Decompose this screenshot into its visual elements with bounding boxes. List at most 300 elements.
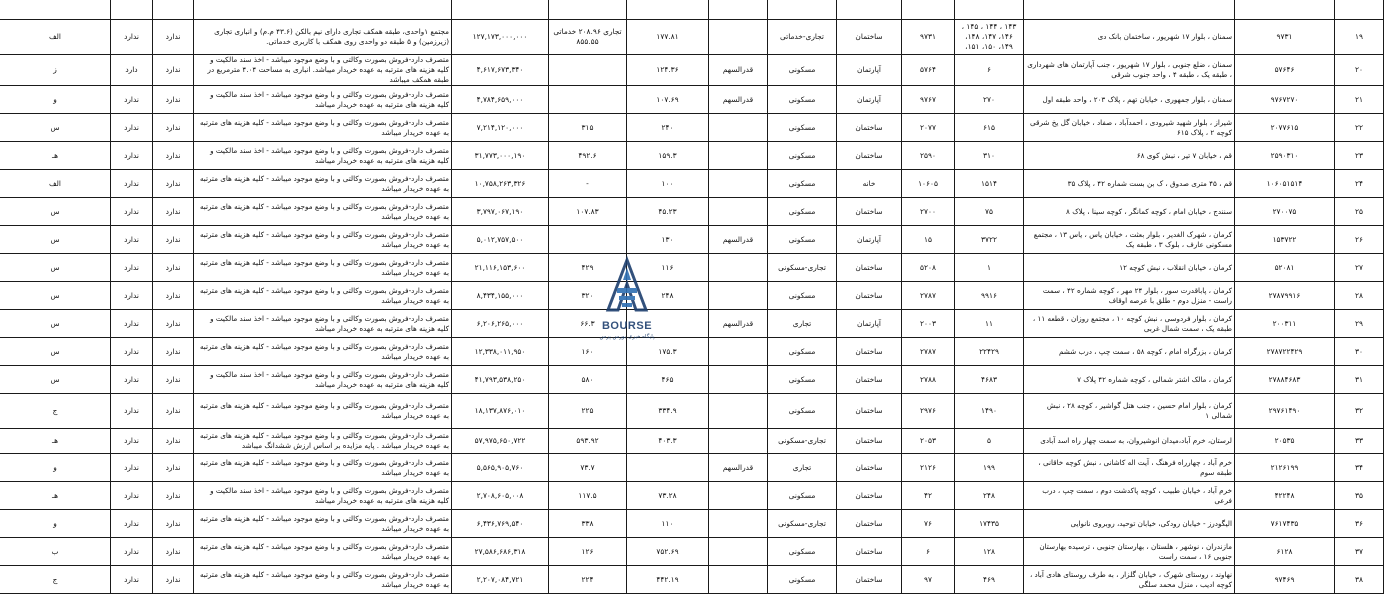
cell-area-b: ۱۲۶ <box>549 538 627 566</box>
cell-status-b: ندارد <box>111 310 153 338</box>
cell-description: متصرف دارد-فروش بصورت وکالتی و با وضع موجود میباشد - کلیه هزینه های مترتبه به عهده خریدار میباشد <box>194 170 452 198</box>
cell-plate: ۱۲۸ <box>955 538 1024 566</box>
cell-area-a: ۱۱۰ <box>627 510 709 538</box>
cell-area-land: ۶ <box>902 538 955 566</box>
cell-grade: س <box>0 114 111 142</box>
cell-area-land: ۱۰۶۰۵ <box>902 170 955 198</box>
watermark-subtitle: پایگاه خبری بورس پرس <box>599 334 655 340</box>
cell-area-land: ۹۷۳۱ <box>902 20 955 55</box>
cell-area-b <box>549 86 627 114</box>
cell-grade: هـ <box>0 482 111 510</box>
cell-address: کرمان ، شهرک الغدیر ، بلوار بعثت ، خیابان یاس ، یاس ۱۳ ، مجتمع مسکونی عارف ، بلوک ۳ ، طبقه یک <box>1024 226 1235 254</box>
cell-area-a: ۲۴۰ <box>627 114 709 142</box>
cell-area-a: ۱۱۶ <box>627 254 709 282</box>
table-row <box>0 282 1384 310</box>
cell-description: متصرف دارد-فروش بصورت وکالتی و با وضع موجود میباشد - کلیه هزینه های مترتبه به عهده خریدار میباشد <box>194 338 452 366</box>
cell-use: مسکونی <box>768 226 837 254</box>
cell-type: ساختمان <box>837 510 902 538</box>
cell-code: ۲۰۷۷۶۱۵ <box>1235 114 1335 142</box>
cell-status-b: ندارد <box>111 198 153 226</box>
cell-category <box>709 429 768 454</box>
table-row <box>0 482 1384 510</box>
cell-price: ۲,۲۰۷,۰۸۴,۷۲۱ <box>452 566 549 594</box>
cell-price: ۶,۴۳۶,۷۶۹,۵۴۰ <box>452 510 549 538</box>
cell-price: ۴۱,۷۹۳,۵۳۸,۲۵۰ <box>452 366 549 394</box>
cell-code <box>1235 0 1335 20</box>
cell-rownum: ۲۴ <box>1335 170 1384 198</box>
table-row <box>0 114 1384 142</box>
cell-price: ۳,۷۹۷,۰۶۷,۱۹۰ <box>452 198 549 226</box>
cell-area-land <box>902 0 955 20</box>
cell-area-b: ۲۲۵ <box>549 394 627 429</box>
cell-type: آپارتمان <box>837 310 902 338</box>
cell-address: سمنان ، بلوار جمهوری ، خیابان تهم ، پلاک ۲۰۳ ، واحد طبقه اول <box>1024 86 1235 114</box>
cell-type: ساختمان <box>837 366 902 394</box>
cell-description: متصرف دارد-فروش بصورت وکالتی و با وضع موجود میباشد - کلیه هزینه های مترتبه به عهده خریدار میباشد <box>194 282 452 310</box>
cell-category <box>709 482 768 510</box>
table-row <box>0 366 1384 394</box>
cell-plate: ۹۹۱۶ <box>955 282 1024 310</box>
cell-address: شیراز ، بلوار شهید شیرودی ، احمدآباد ، صفاد ، خیابان گل یخ شرقی کوچه ۲ ، پلاک ۶۱۵ <box>1024 114 1235 142</box>
cell-area-a: ۲۴۸ <box>627 282 709 310</box>
cell-description: متصرف دارد-فروش بصورت وکالتی و با وضع موجود میباشد - اخذ سند مالکیت و کلیه هزینه های مترتبه به عهده خریدار میباشد <box>194 482 452 510</box>
cell-type: ساختمان <box>837 394 902 429</box>
cell-status-a: ندارد <box>153 170 194 198</box>
cell-address: سنندج ، خیابان امام ، کوچه کمانگر ، کوچه سینا ، پلاک ۸ <box>1024 198 1235 226</box>
cell-price: ۱۲,۳۳۸,۰۱۱,۹۵۰ <box>452 338 549 366</box>
cell-description: مجتمع ۱واحدی، طبقه همکف تجاری دارای نیم بالکن (۴۳.۶ م.م) و انباری تجاری (زیرزمین) و ۵ طبقه دو واحدی روی همکف با کاربری خدماتی. <box>194 20 452 55</box>
cell-rownum: ۲۵ <box>1335 198 1384 226</box>
table-row <box>0 429 1384 454</box>
cell-description: متصرف دارد-فروش بصورت وکالتی و با وضع موجود میباشد - کلیه هزینه های مترتبه به عهده خریدار میباشد <box>194 226 452 254</box>
cell-area-a: ۱۰۰ <box>627 170 709 198</box>
cell-use: تجاری-مسکونی <box>768 429 837 454</box>
cell-status-b: ندارد <box>111 454 153 482</box>
cell-status-b: ندارد <box>111 20 153 55</box>
cell-code: ۴۲۲۴۸ <box>1235 482 1335 510</box>
cell-status-a: ندارد <box>153 394 194 429</box>
cell-grade: ج <box>0 566 111 594</box>
cell-description: متصرف دارد-فروش بصورت وکالتی و با وضع موجود میباشد - کلیه هزینه های مترتبه به عهده خریدار میباشد <box>194 538 452 566</box>
cell-code: ۲۷۸۷۹۹۱۶ <box>1235 282 1335 310</box>
cell-area-land: ۲۰۰۳ <box>902 310 955 338</box>
cell-address: قم ، ۴۵ متری صدوق ، ک بن بست شماره ۴۲ ، پلاک ۳۵ <box>1024 170 1235 198</box>
cell-description: متصرف دارد-فروش بصورت وکالتی و با وضع موجود میباشد - اخذ سند مالکیت و کلیه هزینه های مترتبه به عهده خریدار میباشد. انباری به مساحت ۴.۰۴ مترمربع در طبقه همکف میباشد <box>194 55 452 86</box>
cell-area-a: ۴۴۲.۱۹ <box>627 566 709 594</box>
cell-price: ۷,۲۱۴,۱۲۰,۰۰۰ <box>452 114 549 142</box>
cell-area-land: ۵۲۰۸ <box>902 254 955 282</box>
cell-description: متصرف دارد-فروش بصورت وکالتی و با وضع موجود میباشد - کلیه هزینه های مترتبه به عهده خریدار میباشد <box>194 510 452 538</box>
cell-rownum: ۳۲ <box>1335 394 1384 429</box>
cell-price: ۱۰,۷۵۸,۲۶۳,۳۲۶ <box>452 170 549 198</box>
cell-use: مسکونی <box>768 482 837 510</box>
cell-plate: ۷۵ <box>955 198 1024 226</box>
cell-status-b: ندارد <box>111 226 153 254</box>
table-row <box>0 338 1384 366</box>
cell-area-b: ۴۹۲.۶ <box>549 142 627 170</box>
cell-rownum: ۳۵ <box>1335 482 1384 510</box>
cell-status-a: ندارد <box>153 20 194 55</box>
cell-address: مازندران ، نوشهر ، هلستان ، بهارستان جنوبی ، ترسیده بهارستان جنوبی ۱۶ ، سمت راست <box>1024 538 1235 566</box>
table-row <box>0 20 1384 55</box>
cell-status-b: ندارد <box>111 170 153 198</box>
cell-use: مسکونی <box>768 366 837 394</box>
cell-status-a: ندارد <box>153 198 194 226</box>
cell-type: ساختمان <box>837 114 902 142</box>
cell-category <box>709 114 768 142</box>
cell-plate: ۳۷۲۲ <box>955 226 1024 254</box>
cell-area-b: ۳۱۵ <box>549 114 627 142</box>
cell-status-b: ندارد <box>111 394 153 429</box>
cell-price: ۱۲۷,۱۷۳,۰۰۰,۰۰۰ <box>452 20 549 55</box>
cell-address: قم ، خیابان ۷ تیر ، نبش کوی ۶۸ <box>1024 142 1235 170</box>
cell-area-b: تجاری ۲۰۸.۹۶ خدماتی ۸۵۵.۵۵ <box>549 20 627 55</box>
cell-area-a <box>627 310 709 338</box>
cell-plate: ۳۱۰ <box>955 142 1024 170</box>
table-row <box>0 55 1384 86</box>
cell-type: ساختمان <box>837 566 902 594</box>
cell-use: مسکونی <box>768 338 837 366</box>
table-row <box>0 198 1384 226</box>
cell-type: ساختمان <box>837 538 902 566</box>
cell-grade: الف <box>0 170 111 198</box>
cell-plate: ۱۵۱۴ <box>955 170 1024 198</box>
cell-price: ۲,۷۰۸,۶۰۵,۰۰۸ <box>452 482 549 510</box>
cell-plate: ۵ <box>955 429 1024 454</box>
cell-status-a: ندارد <box>153 282 194 310</box>
cell-plate: ۴۶۸۳ <box>955 366 1024 394</box>
cell-area-land: ۲۵۹۰ <box>902 142 955 170</box>
cell-area-b: ۱۱۷.۵ <box>549 482 627 510</box>
cell-address: خرم آباد ، خیابان طبیب ، کوچه پاکدشت دوم ، سمت چپ ، درب فرعی <box>1024 482 1235 510</box>
cell-code: ۹۷۴۶۹ <box>1235 566 1335 594</box>
cell-area-land: ۹۷ <box>902 566 955 594</box>
cell-type: ساختمان <box>837 198 902 226</box>
table-row <box>0 170 1384 198</box>
cell-plate: ۱۱ <box>955 310 1024 338</box>
cell-status-b: ندارد <box>111 338 153 366</box>
cell-rownum: ۲۷ <box>1335 254 1384 282</box>
cell-address: کرمان ، پاباقدرت سور ، بلوار ۲۴ مهر ، کوچه شماره ۴۲ ، سمت راست - منزل دوم - طلق با عرصه اوقاف <box>1024 282 1235 310</box>
cell-area-land: ۵۷۶۴ <box>902 55 955 86</box>
cell-area-a <box>627 454 709 482</box>
cell-code: ۵۲۰۸۱ <box>1235 254 1335 282</box>
cell-plate: ۱ <box>955 254 1024 282</box>
cell-area-b: ۱۰۷.۸۳ <box>549 198 627 226</box>
cell-code: ۲۷۸۸۴۶۸۳ <box>1235 366 1335 394</box>
cell-status-b: ندارد <box>111 366 153 394</box>
cell-rownum: ۳۱ <box>1335 366 1384 394</box>
table-row <box>0 538 1384 566</box>
cell-type: ساختمان <box>837 282 902 310</box>
cell-description: متصرف دارد-فروش بصورت وکالتی و با وضع موجود میباشد - کلیه هزینه های مترتبه به عهده خریدار میباشد <box>194 454 452 482</box>
cell-use: تجاری-مسکونی <box>768 254 837 282</box>
cell-description <box>194 0 452 20</box>
cell-plate <box>955 0 1024 20</box>
cell-area-land: ۲۰۷۷ <box>902 114 955 142</box>
cell-code: ۲۵۹۰۳۱۰ <box>1235 142 1335 170</box>
cell-category <box>709 566 768 594</box>
cell-address: کرمان ، بلوار امام حسین ، جنب هتل گواشیر ، کوچه ۲۸ ، نبش شمالی ۱ <box>1024 394 1235 429</box>
cell-area-a: ۱۵۹.۳ <box>627 142 709 170</box>
cell-plate: ۴۶۹ <box>955 566 1024 594</box>
cell-rownum: ۳۴ <box>1335 454 1384 482</box>
cell-address: کرمان ، بزرگراه امام ، کوچه ۵۸ ، سمت چپ ، درب ششم <box>1024 338 1235 366</box>
cell-grade: س <box>0 310 111 338</box>
cell-status-b: ندارد <box>111 142 153 170</box>
cell-code: ۵۷۶۴۶ <box>1235 55 1335 86</box>
cell-code: ۲۷۸۷۲۲۴۲۹ <box>1235 338 1335 366</box>
cell-price: ۴,۷۸۴,۶۵۹,۰۰۰ <box>452 86 549 114</box>
cell-code: ۷۶۱۷۴۳۵ <box>1235 510 1335 538</box>
cell-use: مسکونی <box>768 170 837 198</box>
cell-type: آپارتمان <box>837 226 902 254</box>
cell-rownum: ۳۰ <box>1335 338 1384 366</box>
cell-use: مسکونی <box>768 198 837 226</box>
table-row <box>0 394 1384 429</box>
cell-rownum: ۳۳ <box>1335 429 1384 454</box>
cell-area-a: ۳۳۴.۹ <box>627 394 709 429</box>
cell-plate: ۶۱۵ <box>955 114 1024 142</box>
cell-grade: هـ <box>0 142 111 170</box>
watermark-word: BOURSE <box>601 320 653 332</box>
cell-rownum: ۲۳ <box>1335 142 1384 170</box>
cell-grade: و <box>0 86 111 114</box>
cell-status-a <box>153 0 194 20</box>
cell-category <box>709 20 768 55</box>
cell-area-land: ۲۷۸۸ <box>902 366 955 394</box>
cell-area-b <box>549 226 627 254</box>
cell-area-a: ۷۵۲.۶۹ <box>627 538 709 566</box>
cell-status-a: ندارد <box>153 366 194 394</box>
cell-plate: ۲۷۰ <box>955 86 1024 114</box>
cell-type: ساختمان <box>837 142 902 170</box>
cell-grade: هـ <box>0 429 111 454</box>
cell-category: قدرالسهم <box>709 86 768 114</box>
cell-rownum: ۳۷ <box>1335 538 1384 566</box>
cell-category <box>709 282 768 310</box>
cell-grade: ز <box>0 55 111 86</box>
cell-area-land: ۲۱۲۶ <box>902 454 955 482</box>
cell-area-b: ۶۶.۳ <box>549 310 627 338</box>
cell-status-a: ندارد <box>153 429 194 454</box>
cell-type: خانه <box>837 170 902 198</box>
cell-use: تجاری <box>768 454 837 482</box>
cell-type: ساختمان <box>837 254 902 282</box>
cell-status-a: ندارد <box>153 510 194 538</box>
cell-type <box>837 0 902 20</box>
table-row <box>0 226 1384 254</box>
cell-rownum: ۱۹ <box>1335 20 1384 55</box>
cell-area-a: ۴۰۳.۳ <box>627 429 709 454</box>
table-row <box>0 254 1384 282</box>
cell-grade: س <box>0 254 111 282</box>
cell-price <box>452 0 549 20</box>
cell-area-land: ۱۵ <box>902 226 955 254</box>
cell-price: ۵,۰۱۲,۷۵۷,۵۰۰ <box>452 226 549 254</box>
cell-type: ساختمان <box>837 338 902 366</box>
cell-price: ۵۷,۹۷۵,۶۵۰,۷۲۲ <box>452 429 549 454</box>
cell-category <box>709 0 768 20</box>
cell-area-b <box>549 55 627 86</box>
cell-status-b: ندارد <box>111 482 153 510</box>
cell-area-land: ۲۷۸۷ <box>902 338 955 366</box>
cell-grade: س <box>0 366 111 394</box>
cell-description: متصرف دارد-فروش بصورت وکالتی و با وضع موجود میباشد - اخذ سند مالکیت و کلیه هزینه های مترتبه به عهده خریدار میباشد <box>194 366 452 394</box>
cell-address: سمنان ، ضلع جنوبی ، بلوار ۱۷ شهریور ، جنب آپارتمان های شهرداری ، طبقه یک ، طبقه ۴ ، واحد جنوب شرقی <box>1024 55 1235 86</box>
cell-status-b: ندارد <box>111 566 153 594</box>
cell-use: تجاری-مسکونی <box>768 510 837 538</box>
cell-use: تجاری <box>768 310 837 338</box>
cell-price: ۵,۵۶۵,۹۰۵,۷۶۰ <box>452 454 549 482</box>
cell-area-b <box>549 0 627 20</box>
cell-use: مسکونی <box>768 538 837 566</box>
cell-area-a: ۴۶۵ <box>627 366 709 394</box>
cell-status-a: ندارد <box>153 482 194 510</box>
cell-area-a: ۷۳.۲۸ <box>627 482 709 510</box>
cell-status-a: ندارد <box>153 55 194 86</box>
cell-address: کرمان ، بلوار فردوسی ، نبش کوچه ۱۰ ، مجتمع روزان ، قطعه ۱۱ ، طبقه یک ، سمت شمال غربی <box>1024 310 1235 338</box>
table-row <box>0 566 1384 594</box>
cell-category: قدرالسهم <box>709 55 768 86</box>
cell-status-a: ندارد <box>153 310 194 338</box>
cell-category: قدرالسهم <box>709 226 768 254</box>
cell-area-land: ۲۹۷۶ <box>902 394 955 429</box>
cell-description: متصرف دارد-فروش بصورت وکالتی و با وضع موجود میباشد - اخذ سند مالکیت و کلیه هزینه های مترتبه به عهده خریدار میباشد <box>194 86 452 114</box>
cell-category <box>709 198 768 226</box>
cell-description: متصرف دارد-فروش بصورت وکالتی و با وضع موجود میباشد - کلیه هزینه های مترتبه به عهده خریدار میباشد <box>194 198 452 226</box>
cell-status-a: ندارد <box>153 338 194 366</box>
cell-code: ۲۱۲۶۱۹۹ <box>1235 454 1335 482</box>
cell-type: ساختمان <box>837 482 902 510</box>
cell-status-b: ندارد <box>111 538 153 566</box>
cell-type: ساختمان <box>837 20 902 55</box>
cell-grade: ج <box>0 394 111 429</box>
cell-area-a: ۴۵.۲۳ <box>627 198 709 226</box>
cell-category <box>709 338 768 366</box>
cell-category: قدرالسهم <box>709 454 768 482</box>
cell-price: ۶,۲۰۶,۲۶۵,۰۰۰ <box>452 310 549 338</box>
cell-category <box>709 538 768 566</box>
cell-area-b: ۳۳۸ <box>549 510 627 538</box>
cell-type: ساختمان <box>837 429 902 454</box>
cell-area-a: ۱۲۴.۳۶ <box>627 55 709 86</box>
cell-category <box>709 170 768 198</box>
cell-status-a: ندارد <box>153 254 194 282</box>
cell-price: ۲۷,۵۸۶,۶۸۶,۳۱۸ <box>452 538 549 566</box>
cell-rownum: ۳۶ <box>1335 510 1384 538</box>
cell-area-b: ۵۹۳.۹۲ <box>549 429 627 454</box>
cell-category: قدرالسهم <box>709 310 768 338</box>
cell-code: ۲۹۷۶۱۴۹۰ <box>1235 394 1335 429</box>
cell-price: ۱۸,۱۳۷,۸۷۶,۰۱۰ <box>452 394 549 429</box>
cell-area-b: ۴۲۹ <box>549 254 627 282</box>
cell-category <box>709 142 768 170</box>
cell-code: ۲۷۰۰۷۵ <box>1235 198 1335 226</box>
cell-rownum: ۲۲ <box>1335 114 1384 142</box>
cell-use <box>768 0 837 20</box>
cell-status-a: ندارد <box>153 114 194 142</box>
cell-use: مسکونی <box>768 114 837 142</box>
table-row <box>0 310 1384 338</box>
cell-status-a: ندارد <box>153 454 194 482</box>
cell-use: مسکونی <box>768 282 837 310</box>
cell-description: متصرف دارد-فروش بصورت وکالتی و با وضع موجود میباشد - کلیه هزینه های مترتبه به عهده خریدار میباشد <box>194 394 452 429</box>
cell-status-b: ندارد <box>111 86 153 114</box>
cell-area-b: ۳۲۰ <box>549 282 627 310</box>
cell-description: متصرف دارد-فروش بصورت وکالتی و با وضع موجود میباشد - کلیه هزینه های مترتبه به عهده خریدار میباشد <box>194 254 452 282</box>
cell-status-a: ندارد <box>153 86 194 114</box>
cell-rownum: ۲۱ <box>1335 86 1384 114</box>
table-row <box>0 510 1384 538</box>
cell-area-land: ۹۷۶۷ <box>902 86 955 114</box>
cell-status-a: ندارد <box>153 538 194 566</box>
cell-grade: س <box>0 198 111 226</box>
cell-code: ۱۵۳۷۲۲ <box>1235 226 1335 254</box>
cell-area-a: ۱۷۷.۸۱ <box>627 20 709 55</box>
cell-description: متصرف دارد-فروش بصورت وکالتی و با وضع موجود میباشد - اخذ سند مالکیت و کلیه هزینه های مترتبه به عهده خریدار میباشد <box>194 310 452 338</box>
cell-description: متصرف دارد-فروش بصورت وکالتی و با وضع موجود میباشد - اخذ سند مالکیت و کلیه هزینه های مترتبه به عهده خریدار میباشد <box>194 142 452 170</box>
cell-use: مسکونی <box>768 394 837 429</box>
cell-grade: س <box>0 338 111 366</box>
cell-status-b: ندارد <box>111 282 153 310</box>
cell-plate: ۲۴۸ <box>955 482 1024 510</box>
cell-status-b: ندارد <box>111 254 153 282</box>
cell-status-b: ندارد <box>111 114 153 142</box>
cell-address: نهاوند ، روستای شهرک ، خیابان گلزار ، به طرف روستای هادی آباد ، کوچه ادیب ، منزل محمد سلگی <box>1024 566 1235 594</box>
cell-category <box>709 510 768 538</box>
table-row <box>0 142 1384 170</box>
cell-status-b: ندارد <box>111 429 153 454</box>
cell-grade: ب <box>0 538 111 566</box>
cell-area-b: ۱۶۰ <box>549 338 627 366</box>
cell-address <box>1024 0 1235 20</box>
cell-area-land: ۲۰۵۳ <box>902 429 955 454</box>
cell-plate: ۱۴۳ ، ۱۴۴ ، ۱۴۵ ، ۱۴۶، ۱۴۷، ۱۴۸، ۱۴۹، ۱۵۰، ۱۵۱، <box>955 20 1024 55</box>
cell-use: تجاری-خدماتی <box>768 20 837 55</box>
cell-area-a <box>627 0 709 20</box>
cell-type: آپارتمان <box>837 55 902 86</box>
cell-description: متصرف دارد-فروش بصورت وکالتی و با وضع موجود میباشد - کلیه هزینه های مترتبه به عهده خریدار میباشد . پایه مزایده بر اساس ارزش ششدانگ میباشد <box>194 429 452 454</box>
cell-description: متصرف دارد-فروش بصورت وکالتی و با وضع موجود میباشد - کلیه هزینه های مترتبه به عهده خریدار میباشد <box>194 566 452 594</box>
cell-grade <box>0 0 111 20</box>
cell-status-b: ندارد <box>111 510 153 538</box>
cell-code: ۶۱۲۸ <box>1235 538 1335 566</box>
cell-grade: و <box>0 510 111 538</box>
cell-plate: ۱۷۴۳۵ <box>955 510 1024 538</box>
cell-area-a: ۱۰۷.۶۹ <box>627 86 709 114</box>
cell-code: ۲۰۵۳۵ <box>1235 429 1335 454</box>
table-row <box>0 86 1384 114</box>
cell-rownum: ۲۰ <box>1335 55 1384 86</box>
cell-address: کرمان ، مالک اشتر شمالی ، کوچه شماره ۴۲ پلاک ۷ <box>1024 366 1235 394</box>
cell-rownum <box>1335 0 1384 20</box>
cell-use: مسکونی <box>768 55 837 86</box>
cell-price: ۳۱,۷۷۳,۰۰۰,۱۹۰ <box>452 142 549 170</box>
cell-area-land: ۷۶ <box>902 510 955 538</box>
cell-rownum: ۲۶ <box>1335 226 1384 254</box>
cell-plate: ۱۴۹۰ <box>955 394 1024 429</box>
cell-category <box>709 254 768 282</box>
cell-use: مسکونی <box>768 566 837 594</box>
cell-area-b: ۷۳.۷ <box>549 454 627 482</box>
cell-status-a: ندارد <box>153 142 194 170</box>
cell-plate: ۶ <box>955 55 1024 86</box>
cell-status-b: دارد <box>111 55 153 86</box>
cell-price: ۸,۴۳۴,۱۵۵,۰۰۰ <box>452 282 549 310</box>
cell-address: الیگودرز - خیابان رودکی، خیابان توحید، روبروی نانوایی <box>1024 510 1235 538</box>
cell-category <box>709 394 768 429</box>
